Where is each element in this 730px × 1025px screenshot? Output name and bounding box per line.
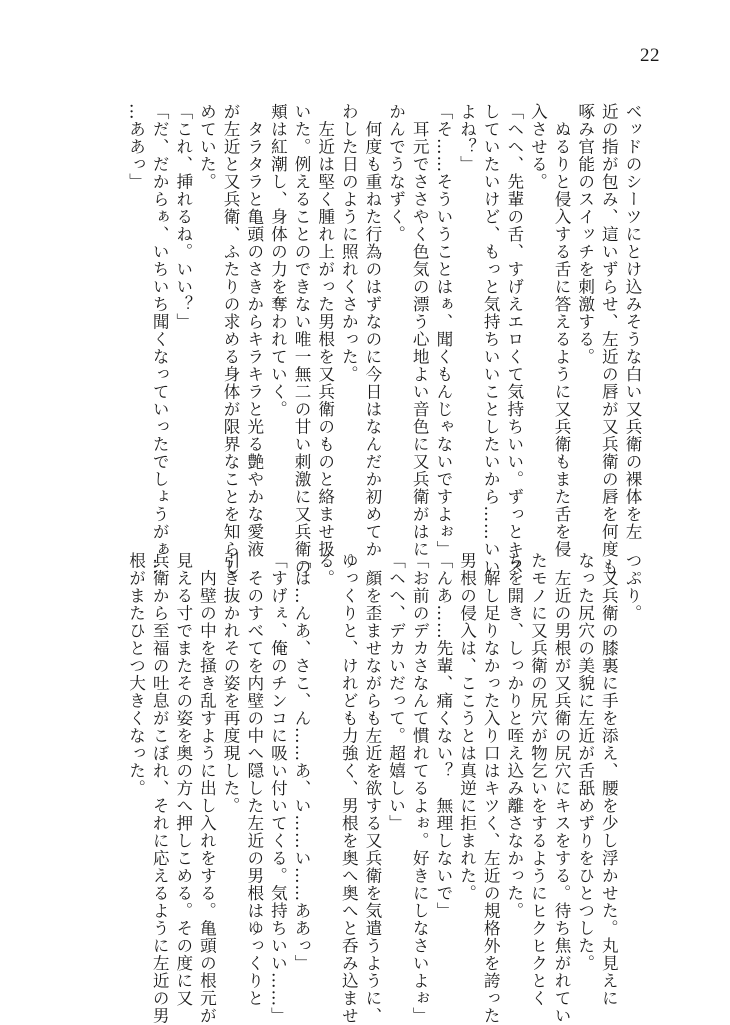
text-column: そのすべてを内壁の中へ隠した左近の男根はゆっくりと — [244, 552, 264, 1007]
text-column: 左近の男根が又兵衛の尻穴にキスをする。待ち焦がれてい — [552, 552, 572, 1025]
text-column: 「は…んあ、さこ、ん……あ、い……い……ああっ」 — [292, 552, 312, 972]
text-column: 耳元でささやく色気の漂う心地よい音色に又兵衛がはに — [410, 103, 430, 558]
text-column: 見える寸でまたその姿を奥の方へ押しこめる。その度に又 — [173, 552, 193, 1007]
text-column: 啄み官能のスイッチを刺激する。 — [575, 103, 595, 366]
text-block-upper — [120, 103, 642, 576]
text-column: る。 — [315, 552, 335, 587]
text-column: していたいけど、もっと気持ちいいことしたいから……いい — [481, 103, 501, 576]
text-column: 兵衛から至福の吐息がこぼれ、それに応えるように左近の男 — [150, 552, 170, 1025]
text-column: ちを開き、しっかりと咥え込み離さなかった。 — [504, 552, 524, 920]
text-column: 「お前のデカさなんて慣れてるよぉ。好きにしなさいよぉ」 — [410, 552, 430, 1025]
text-column: 「これ、挿れるね。いい？」 — [173, 103, 193, 331]
text-column: 「んあ……先輩、痛くない？ 無理しないで」 — [433, 552, 453, 920]
text-column: なった尻穴の美貌に左近が舌舐めずりをひとつした。 — [575, 552, 595, 972]
text-column: タラタラと亀頭のさきからキラキラと光る艶やかな愛液 — [244, 103, 264, 558]
text-column: ベッドのシーツにとけ込みそうな白い又兵衛の裸体を左 — [623, 103, 642, 541]
text-column: 又兵衛の膝裏に手を添え、腰を少し浮かせた。丸見えに — [599, 552, 619, 1007]
text-column: 内壁の中を掻き乱すように出し入れをする。亀頭の根元が — [197, 552, 217, 1025]
text-column: 「すげぇ、俺のチンコに吸い付いてくる。気持ちいい……」 — [268, 552, 288, 1025]
text-column: 解し足りなかった入り口はキツく、左近の規格外を誇った — [481, 552, 501, 1025]
text-column: 顔を歪ませながらも左近を欲する又兵衛を気遣うように、 — [362, 552, 382, 1025]
page-number: 22 — [640, 45, 660, 66]
text-column: ゆっくりと、けれども力強く、男根を奥へ奥へと呑み込ませ — [339, 552, 359, 1025]
text-column: 何度も重ねた行為のはずなのに今日はなんだか初めてか — [362, 103, 382, 558]
text-column: 左近は堅く腫れ上がった男根を又兵衛のものと絡ませ扱 — [315, 103, 335, 558]
text-column: たモノに又兵衛の尻穴が物乞いをするようにヒクヒクとく — [528, 552, 548, 1007]
text-column: 近の指が包み、這いずらせ、左近の唇が又兵衛の唇を何度も — [599, 103, 619, 576]
text-block-lower — [120, 552, 642, 1025]
text-column: 「ヘヘ、デカいだって。超嬉しい」 — [386, 552, 406, 832]
text-column: めていた。 — [197, 103, 217, 191]
text-column: 根がまたひとつ大きくなった。 — [126, 552, 146, 797]
text-column: …ああっ」 — [126, 103, 146, 191]
text-column: よね？」 — [457, 103, 477, 173]
text-column: 入させる。 — [528, 103, 548, 191]
text-column: 「そ……そういうことはぁ、聞くもんじゃないですよぉ」 — [433, 103, 453, 558]
text-column: 「ヘヘ、先輩の舌、すげえエロくて気持ちいい。ずっとキス — [504, 103, 524, 576]
text-column: ぬるりと侵入する舌に答えるように又兵衛もまた舌を侵 — [552, 103, 572, 558]
text-column: 「だ、だからぁ、いちいち聞くなっていったでしょうがぁ… — [150, 103, 170, 576]
text-column: 男根の侵入は、ここうとは真逆に拒まれた。 — [457, 552, 477, 902]
text-column: つぷり。 — [623, 552, 642, 622]
text-column: 引き抜かれその姿を再度現した。 — [221, 552, 241, 815]
text-column: 頬は紅潮し、身体の力を奪われていく。 — [268, 103, 288, 418]
text-column: が左近と又兵衛、ふたりの求める身体が限界なことを知らし — [221, 103, 241, 576]
text-column: いた。例えることのできない唯一無二の甘い刺激に又兵衛の — [292, 103, 312, 576]
text-column: かんでうなずく。 — [386, 103, 406, 243]
text-column: わした日のように照れくさかった。 — [339, 103, 359, 383]
